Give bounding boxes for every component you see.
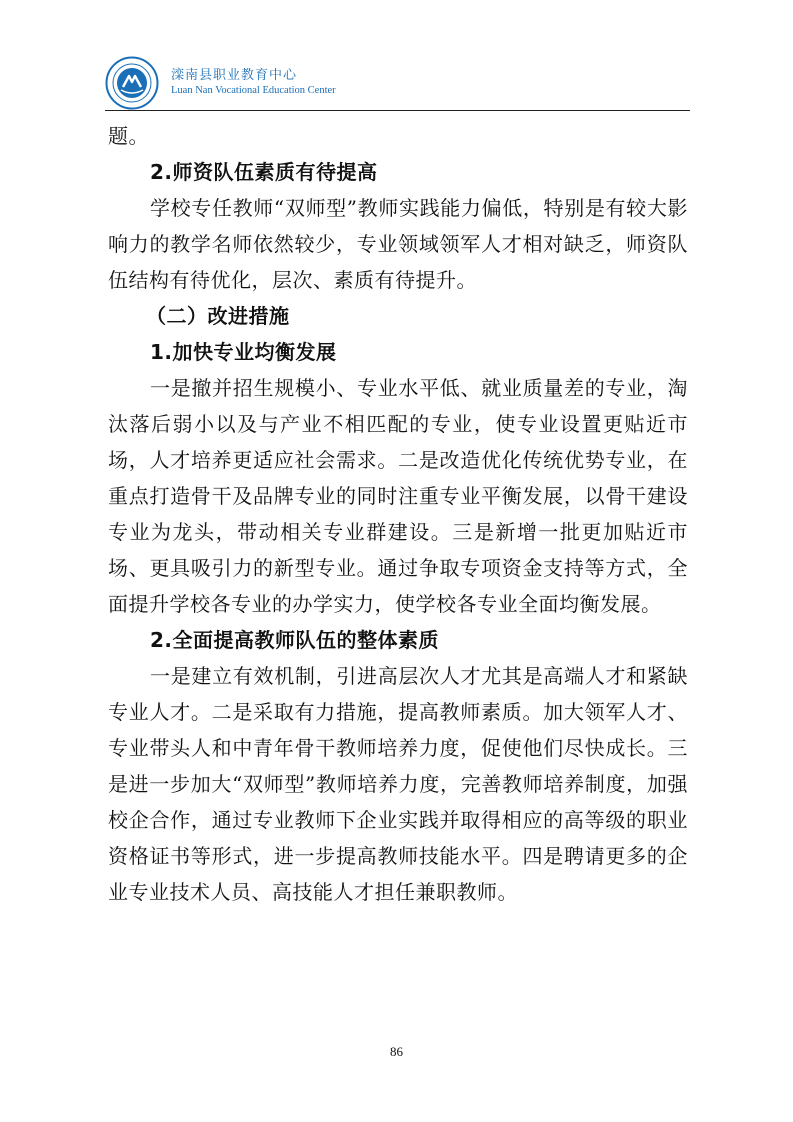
header-divider <box>105 110 690 111</box>
paragraph-continuation: 题。 <box>108 124 149 148</box>
page-number: 86 <box>390 1044 403 1059</box>
paragraph-teacher-improvement: 一是建立有效机制，引进高层次人才尤其是高端人才和紧缺专业人才。二是采取有力措施，提高教师素质。加大领军人才、专业带头人和中青年骨干教师培养力度，促使他们尽快成长。三是进一步加大“双师型”教师培养力度，完善教师培养制度，加强校企合作，通过专业教师下企业实践并取得相应的高等级的职业资格证书等形式，进一步提高教师技能水平。四是聘请更多的企业专业技术人员、高技能人才担任兼职教师。 <box>108 664 688 904</box>
page-header <box>105 56 690 112</box>
org-name-en: Luan Nan Vocational Education Center <box>171 85 336 96</box>
page-content <box>108 118 688 910</box>
heading-balanced-development: 1.加快专业均衡发展 <box>150 340 337 364</box>
heading-teacher-quality: 2.师资队伍素质有待提高 <box>150 160 378 184</box>
school-seal-icon <box>105 56 159 110</box>
heading-improvement-measures: （二）改进措施 <box>146 304 290 328</box>
paragraph-teacher-quality: 学校专任教师“双师型”教师实践能力偏低，特别是有较大影响力的教学名师依然较少，专业领域领军人才相对缺乏，师资队伍结构有待优化，层次、素质有待提升。 <box>108 196 688 292</box>
heading-teacher-improvement: 2.全面提高教师队伍的整体素质 <box>150 628 440 652</box>
paragraph-balanced-development: 一是撤并招生规模小、专业水平低、就业质量差的专业，淘汰落后弱小以及与产业不相匹配的专业，使专业设置更贴近市场，人才培养更适应社会需求。二是改造优化传统优势专业，在重点打造骨干及品牌专业的同时注重专业平衡发展，以骨干建设专业为龙头，带动相关专业群建设。三是新增一批更加贴近市场、更具吸引力的新型专业。通过争取专项资金支持等方式，全面提升学校各专业的办学实力，使学校各专业全面均衡发展。 <box>108 376 688 616</box>
org-name-cn: 滦南县职业教育中心 <box>171 68 298 83</box>
